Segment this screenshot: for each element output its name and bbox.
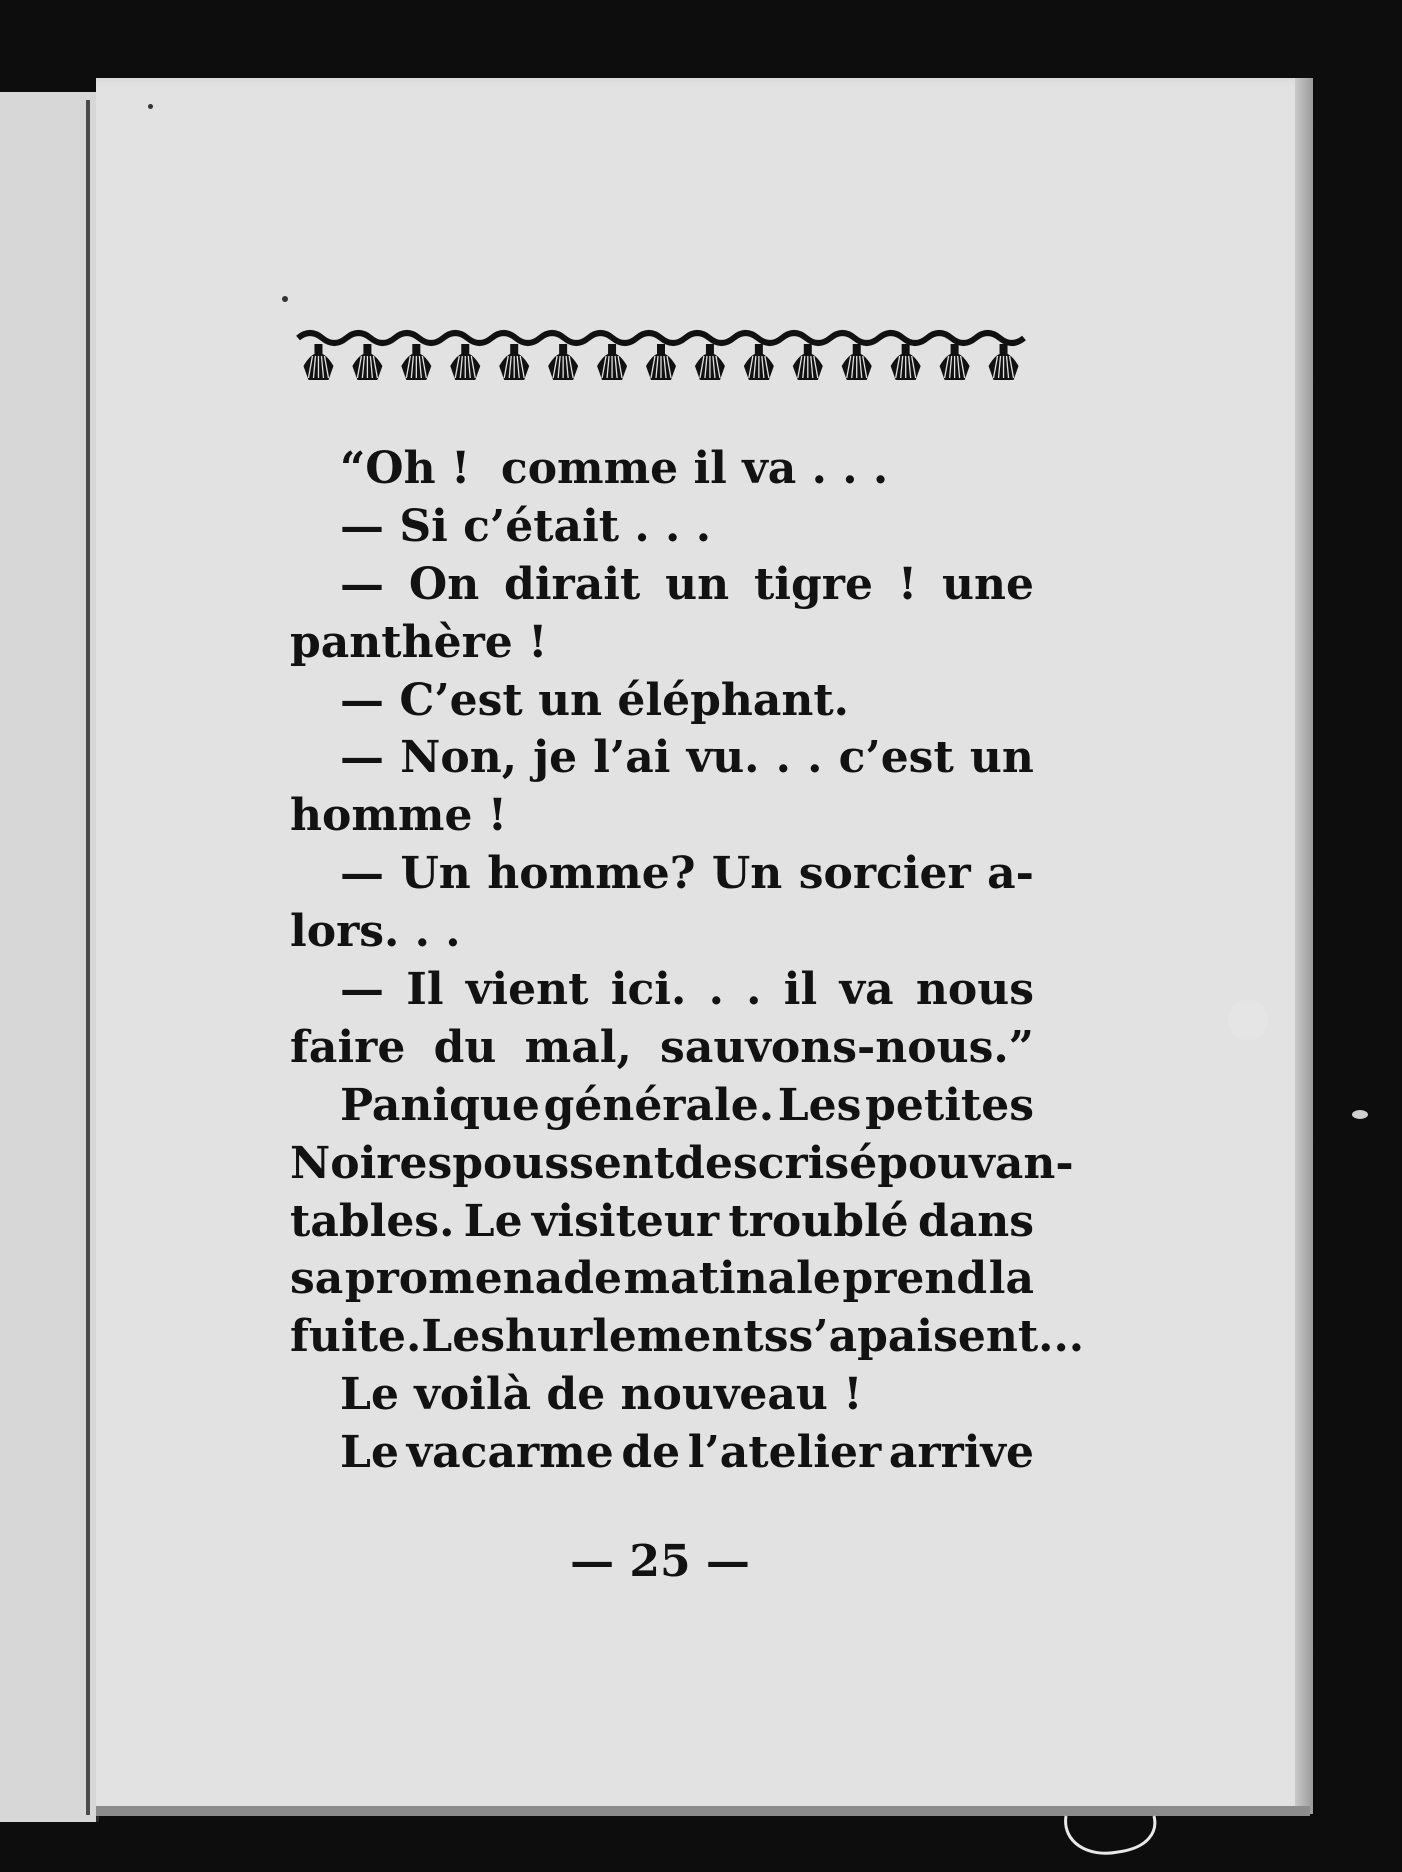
- shell-icon: [303, 344, 333, 380]
- text-line: panthère !: [290, 616, 548, 668]
- shell-icon: [989, 344, 1019, 380]
- shell-icon: [695, 344, 725, 380]
- text-line: Panique générale. Les petites: [340, 1079, 1034, 1131]
- shell-icon: [597, 344, 627, 380]
- page-body-text: [290, 440, 1085, 1482]
- shell-icon: [548, 344, 578, 380]
- shell-border-ornament: [294, 326, 1028, 384]
- page-number: — 25 —: [570, 1536, 750, 1587]
- dust-speck: [1352, 1110, 1368, 1119]
- text-line: — On dirait un tigre ! une: [340, 558, 1034, 610]
- page-edge-shadow: [1295, 78, 1313, 1814]
- shell-icon: [401, 344, 431, 380]
- text-line: “Oh ! comme il va . . .: [340, 443, 889, 494]
- shell-icon: [352, 344, 382, 380]
- text-line: faire du mal, sauvons-nous.”: [290, 1021, 1034, 1073]
- shell-icon: [499, 344, 529, 380]
- shell-icon: [450, 344, 480, 380]
- shell-icon: [891, 344, 921, 380]
- text-line: — Si c’était . . .: [340, 500, 712, 552]
- shell-icon: [940, 344, 970, 380]
- text-line: — Non, je l’ai vu. . . c’est un: [340, 732, 1034, 784]
- binding-gutter: [86, 100, 90, 1815]
- text-line: lors. . .: [290, 906, 461, 958]
- text-line: — Il vient ici. . . il va nous: [340, 964, 1034, 1016]
- text-line: Noires poussent des cris épouvan-: [290, 1137, 1074, 1189]
- text-line: — C’est un éléphant.: [340, 674, 849, 726]
- shell-icon: [793, 344, 823, 380]
- shell-icon: [646, 344, 676, 380]
- shell-icon: [744, 344, 774, 380]
- text-line: sa promenade matinale prend la: [290, 1253, 1034, 1305]
- dust-speck: [148, 104, 153, 109]
- text-line: — Un homme? Un sorcier a-: [340, 848, 1034, 900]
- text-line: tables. Le visiteur troublé dans: [290, 1195, 1034, 1247]
- text-line: homme !: [290, 790, 508, 842]
- dust-speck: [282, 296, 288, 302]
- shell-icon: [842, 344, 872, 380]
- text-line: fuite. Les hurlements s’apaisent...: [290, 1311, 1085, 1363]
- dust-speck: [1228, 1000, 1268, 1040]
- page-corner-curl: [1058, 1812, 1168, 1860]
- text-line: Le vacarme de l’atelier arrive: [340, 1427, 1034, 1479]
- previous-page-edge: [0, 92, 99, 1822]
- text-line: Le voilà de nouveau !: [340, 1369, 863, 1421]
